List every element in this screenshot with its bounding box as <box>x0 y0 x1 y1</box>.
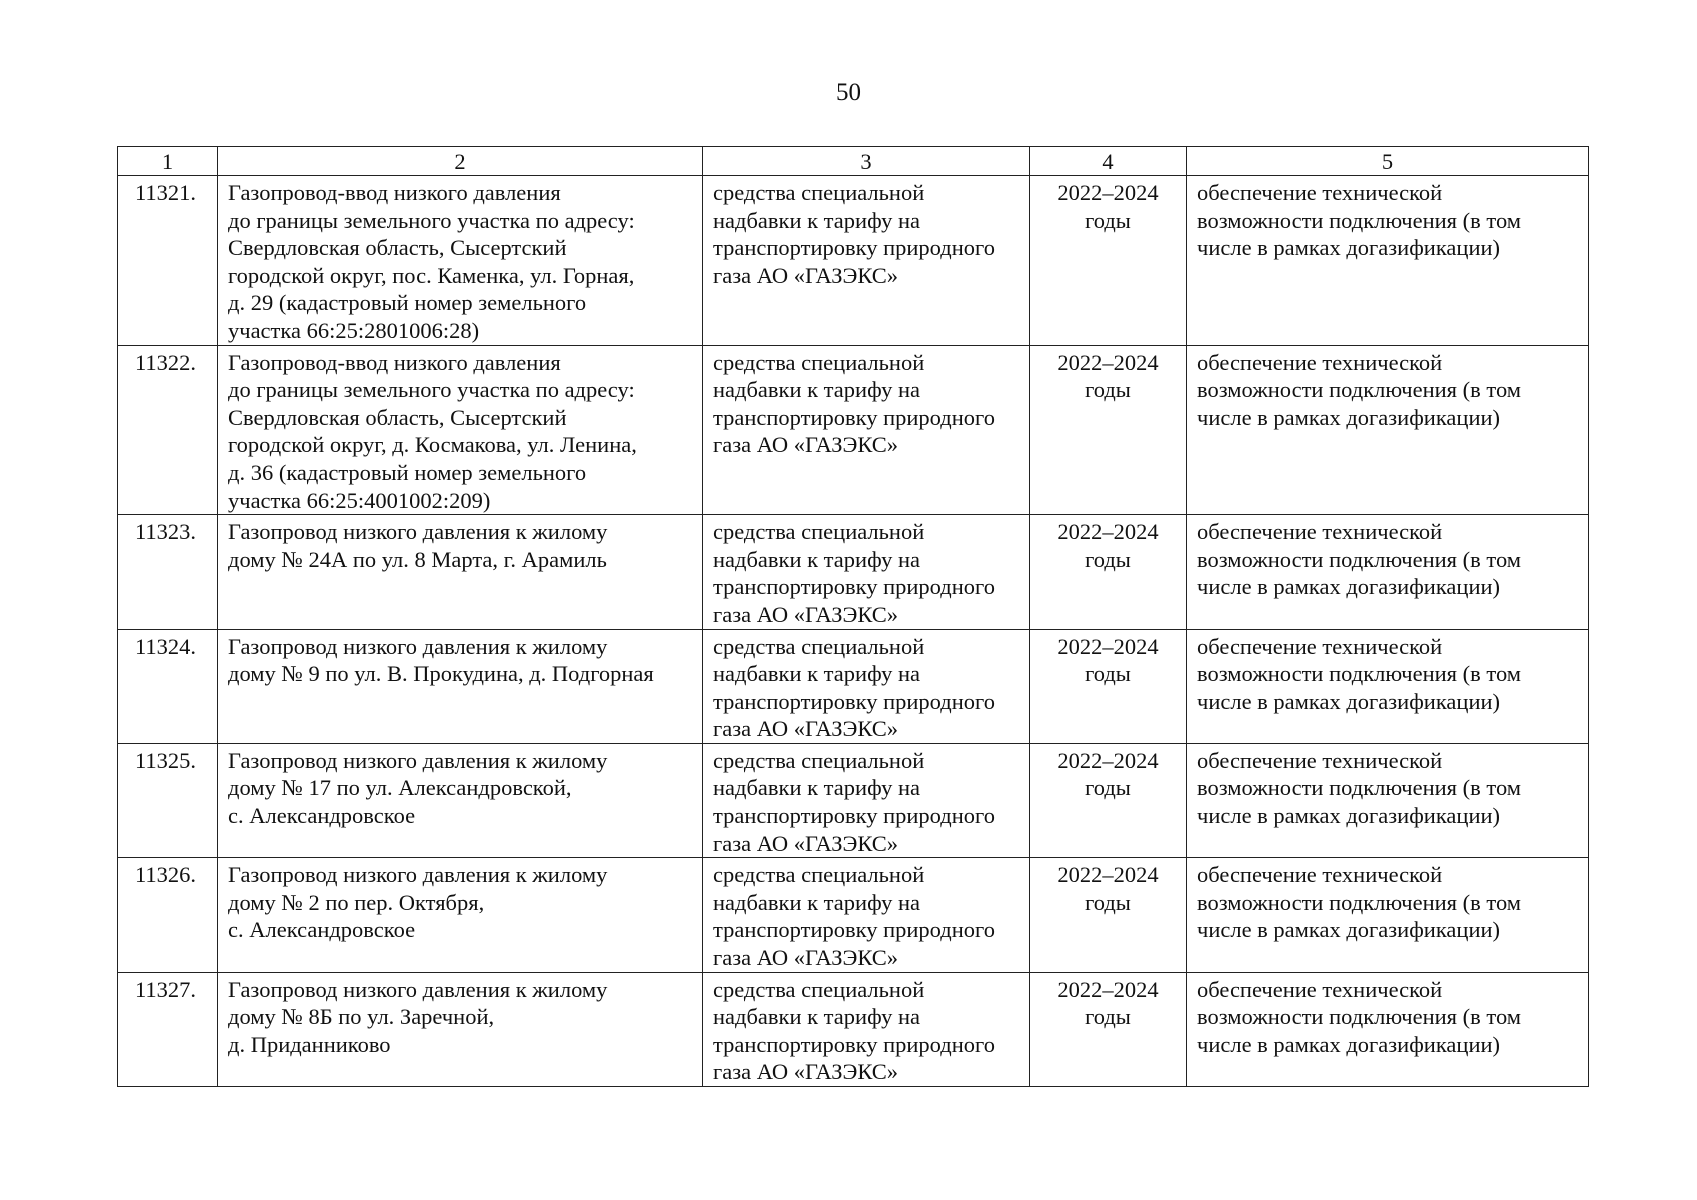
table-row <box>118 515 1589 629</box>
column-header-object: 2 <box>218 147 703 176</box>
funding-source: средства специальной надбавки к тарифу на транспортировку природного газа АО «ГАЗЭКС» <box>703 858 1030 972</box>
object-description: Газопровод низкого давления к жилому дому № 24А по ул. 8 Марта, г. Арамиль <box>218 515 703 629</box>
row-number: 11324. <box>118 629 218 743</box>
implementation-years: 2022–2024 годы <box>1030 858 1187 972</box>
column-header-number: 1 <box>118 147 218 176</box>
row-number: 11323. <box>118 515 218 629</box>
project-goal: обеспечение технической возможности подключения (в том числе в рамках догазификации) <box>1187 345 1589 515</box>
table-row <box>118 629 1589 743</box>
table-row <box>118 972 1589 1086</box>
object-description: Газопровод низкого давления к жилому дому № 8Б по ул. Заречной, д. Приданниково <box>218 972 703 1086</box>
project-goal: обеспечение технической возможности подключения (в том числе в рамках догазификации) <box>1187 972 1589 1086</box>
investment-table <box>117 146 1589 1087</box>
row-number: 11322. <box>118 345 218 515</box>
object-description: Газопровод-ввод низкого давления до границы земельного участка по адресу: Свердловская область, Сысертский городской округ, пос. Каменка, ул. Горная, д. 29 (кадастровый номер земельного участка 66:25:2801006:28) <box>218 176 703 346</box>
project-goal: обеспечение технической возможности подключения (в том числе в рамках догазификации) <box>1187 858 1589 972</box>
table-header-row <box>118 147 1589 176</box>
implementation-years: 2022–2024 годы <box>1030 972 1187 1086</box>
table-row <box>118 743 1589 857</box>
object-description: Газопровод-ввод низкого давления до границы земельного участка по адресу: Свердловская область, Сысертский городской округ, д. Космакова, ул. Ленина, д. 36 (кадастровый номер земельного участка 66:25:4001002:209) <box>218 345 703 515</box>
object-description: Газопровод низкого давления к жилому дому № 17 по ул. Александровской, с. Александровское <box>218 743 703 857</box>
implementation-years: 2022–2024 годы <box>1030 345 1187 515</box>
implementation-years: 2022–2024 годы <box>1030 743 1187 857</box>
project-goal: обеспечение технической возможности подключения (в том числе в рамках догазификации) <box>1187 743 1589 857</box>
row-number: 11326. <box>118 858 218 972</box>
column-header-funding-source: 3 <box>703 147 1030 176</box>
project-goal: обеспечение технической возможности подключения (в том числе в рамках догазификации) <box>1187 515 1589 629</box>
column-header-goal: 5 <box>1187 147 1589 176</box>
row-number: 11327. <box>118 972 218 1086</box>
funding-source: средства специальной надбавки к тарифу на транспортировку природного газа АО «ГАЗЭКС» <box>703 629 1030 743</box>
object-description: Газопровод низкого давления к жилому дому № 2 по пер. Октября, с. Александровское <box>218 858 703 972</box>
project-goal: обеспечение технической возможности подключения (в том числе в рамках догазификации) <box>1187 629 1589 743</box>
table-row <box>118 345 1589 515</box>
implementation-years: 2022–2024 годы <box>1030 176 1187 346</box>
row-number: 11325. <box>118 743 218 857</box>
implementation-years: 2022–2024 годы <box>1030 515 1187 629</box>
implementation-years: 2022–2024 годы <box>1030 629 1187 743</box>
page-number: 50 <box>836 79 861 106</box>
funding-source: средства специальной надбавки к тарифу на транспортировку природного газа АО «ГАЗЭКС» <box>703 345 1030 515</box>
table-row <box>118 176 1589 346</box>
funding-source: средства специальной надбавки к тарифу на транспортировку природного газа АО «ГАЗЭКС» <box>703 515 1030 629</box>
row-number: 11321. <box>118 176 218 346</box>
funding-source: средства специальной надбавки к тарифу на транспортировку природного газа АО «ГАЗЭКС» <box>703 972 1030 1086</box>
object-description: Газопровод низкого давления к жилому дому № 9 по ул. В. Прокудина, д. Подгорная <box>218 629 703 743</box>
table-row <box>118 858 1589 972</box>
funding-source: средства специальной надбавки к тарифу на транспортировку природного газа АО «ГАЗЭКС» <box>703 743 1030 857</box>
funding-source: средства специальной надбавки к тарифу на транспортировку природного газа АО «ГАЗЭКС» <box>703 176 1030 346</box>
project-goal: обеспечение технической возможности подключения (в том числе в рамках догазификации) <box>1187 176 1589 346</box>
column-header-years: 4 <box>1030 147 1187 176</box>
